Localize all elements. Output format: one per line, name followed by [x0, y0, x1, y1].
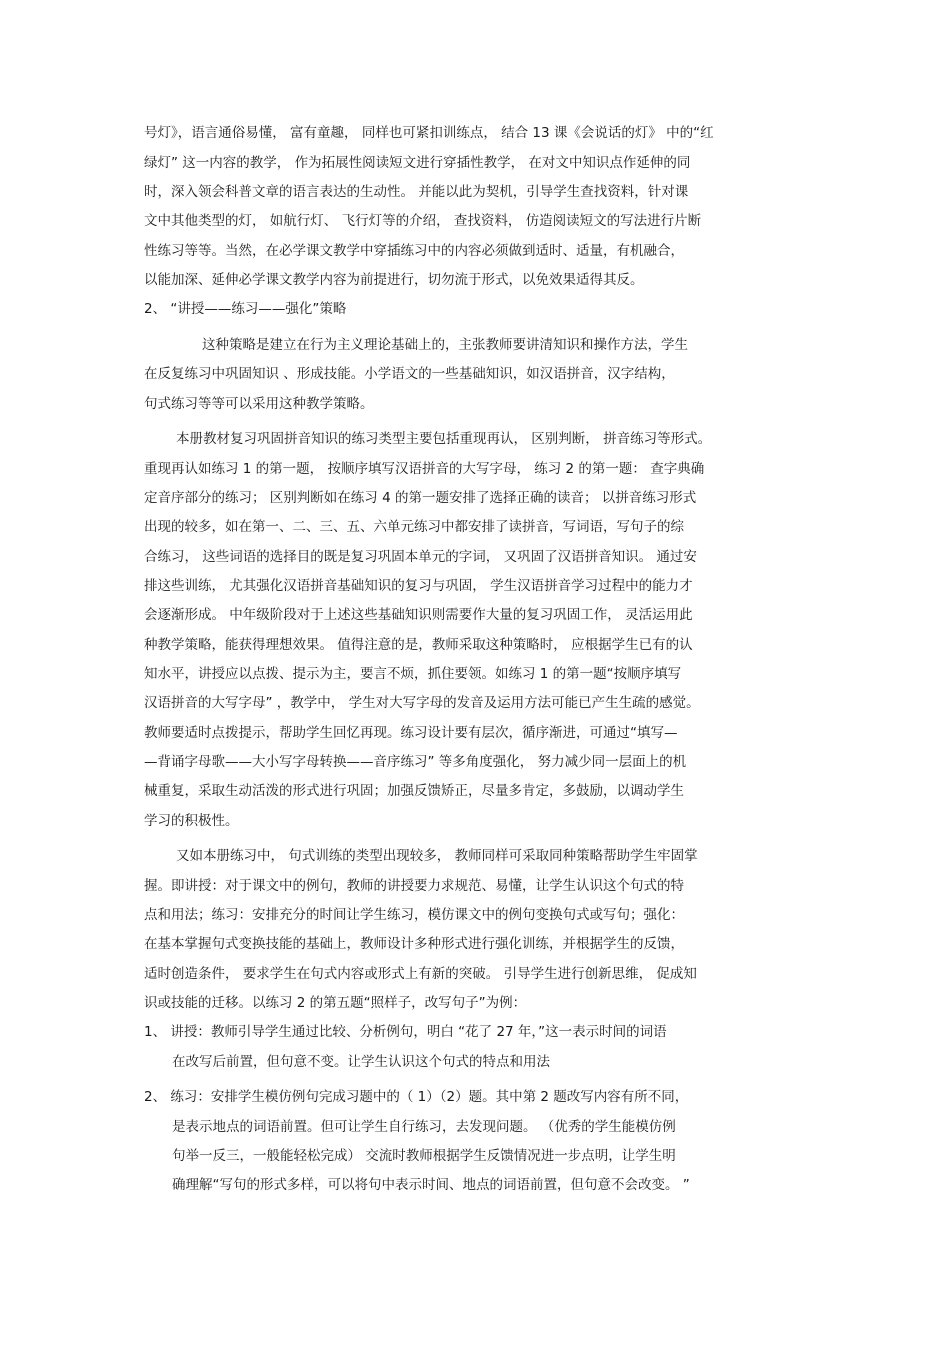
text-line: 点和用法；练习：安排充分的时间让学生练习，模仿课文中的例句变换句式或写句；强化： — [144, 907, 684, 923]
text-line: 这种策略是建立在行为主义理论基础上的，主张教师要讲清知识和操作方法，学生 — [202, 337, 688, 353]
text-line: 定音序部分的练习； 区别判断如在练习 4 的第一题安排了选择正确的读音； 以拼音练习形式 — [144, 490, 697, 506]
text-line: 种教学策略，能获得理想效果。 值得注意的是，教师采取这种策略时， 应根据学生已有的认 — [144, 637, 693, 653]
list-item: 2、 练习：安排学生模仿例句完成习题中的（ 1）（2）题。其中第 2 题改写内容有所不同， — [144, 1089, 689, 1105]
text-line: 知水平，讲授应以点拨、提示为主，要言不烦，抓住要领。如练习 1 的第一题“按顺序填写 — [144, 666, 682, 682]
list-item: 1、 讲授：教师引导学生通过比较、分析例句，明白 “花了 27 年，”这一表示时间的词语 — [144, 1024, 667, 1040]
text-line: 句式练习等等可以采用这种教学策略。 — [144, 396, 374, 412]
text-line: 合练习， 这些词语的选择目的既是复习巩固本单元的字词， 又巩固了汉语拼音知识。 通过安 — [144, 549, 697, 565]
text-line: 会逐渐形成。 中年级阶段对于上述这些基础知识则需要作大量的复习巩固工作， 灵活运用此 — [144, 607, 693, 623]
text-line: 号灯》，语言通俗易懂， 富有童趣， 同样也可紧扣训练点， 结合 13 课《会说话的灯》 中的“红 — [144, 125, 714, 141]
text-line: 握。即讲授：对于课文中的例句，教师的讲授要力求规范、易懂，让学生认识这个句式的特 — [144, 878, 684, 894]
section-heading: 2、 “讲授——练习——强化”策略 — [144, 301, 347, 317]
text-line: 械重复，采取生动活泼的形式进行巩固；加强反馈矫正，尽量多肯定，多鼓励，以调动学生 — [144, 783, 684, 799]
text-line: 确理解“写句的形式多样，可以将句中表示时间、地点的词语前置，但句意不会改变。 ” — [172, 1177, 690, 1193]
text-line: 在改写后前置，但句意不变。让学生认识这个句式的特点和用法 — [172, 1054, 550, 1070]
text-line: 绿灯” 这一内容的教学， 作为拓展性阅读短文进行穿插性教学， 在对文中知识点作延伸的同 — [144, 155, 691, 171]
text-line: 是表示地点的词语前置。但可让学生自行练习，去发现问题。 （优秀的学生能模仿例 — [172, 1119, 676, 1135]
text-line: 句举一反三，一般能轻松完成） 交流时教师根据学生反馈情况进一步点明，让学生明 — [172, 1148, 676, 1164]
text-line: 学习的积极性。 — [144, 813, 239, 829]
text-line: 出现的较多，如在第一、二、三、五、六单元练习中都安排了读拼音，写词语，写句子的综 — [144, 519, 684, 535]
text-line: 性练习等等。当然，在必学课文教学中穿插练习中的内容必须做到适时、适量，有机融合， — [144, 243, 684, 259]
text-line: 又如本册练习中， 句式训练的类型出现较多， 教师同样可采取同种策略帮助学生牢固掌 — [176, 848, 698, 864]
text-line: 时，深入领会科普文章的语言表达的生动性。 并能以此为契机，引导学生查找资料，针对课 — [144, 184, 689, 200]
text-line: 教师要适时点拨提示，帮助学生回忆再现。练习设计要有层次，循序渐进，可通过“填写— — [144, 725, 678, 741]
text-line: 汉语拼音的大写字母” ，教学中， 学生对大写字母的发音及运用方法可能已产生生疏的感觉。 — [144, 695, 700, 711]
text-line: 文中其他类型的灯， 如航行灯、 飞行灯等的介绍， 查找资料， 仿造阅读短文的写法进行片断 — [144, 213, 702, 229]
text-line: 以能加深、延伸必学课文教学内容为前提进行，切勿流于形式，以免效果适得其反。 — [144, 272, 644, 288]
text-line: 在基本掌握句式变换技能的基础上，教师设计多种形式进行强化训练，并根据学生的反馈， — [144, 936, 684, 952]
text-line: 本册教材复习巩固拼音知识的练习类型主要包括重现再认， 区别判断， 拼音练习等形式。 — [176, 431, 712, 447]
text-line: —背诵字母歌——大小写字母转换——音序练习” 等多角度强化， 努力减少同一层面上的机 — [144, 754, 687, 770]
text-line: 在反复练习中巩固知识 、形成技能。小学语文的一些基础知识，如汉语拼音，汉字结构， — [144, 366, 675, 382]
text-line: 排这些训练， 尤其强化汉语拼音基础知识的复习与巩固， 学生汉语拼音学习过程中的能力才 — [144, 578, 693, 594]
text-line: 重现再认如练习 1 的第一题， 按顺序填写汉语拼音的大写字母， 练习 2 的第一题： 查字典确 — [144, 461, 705, 477]
text-line: 适时创造条件， 要求学生在句式内容或形式上有新的突破。 引导学生进行创新思维， 促成知 — [144, 966, 697, 982]
text-line: 识或技能的迁移。以练习 2 的第五题“照样子，改写句子”为例： — [144, 995, 527, 1011]
